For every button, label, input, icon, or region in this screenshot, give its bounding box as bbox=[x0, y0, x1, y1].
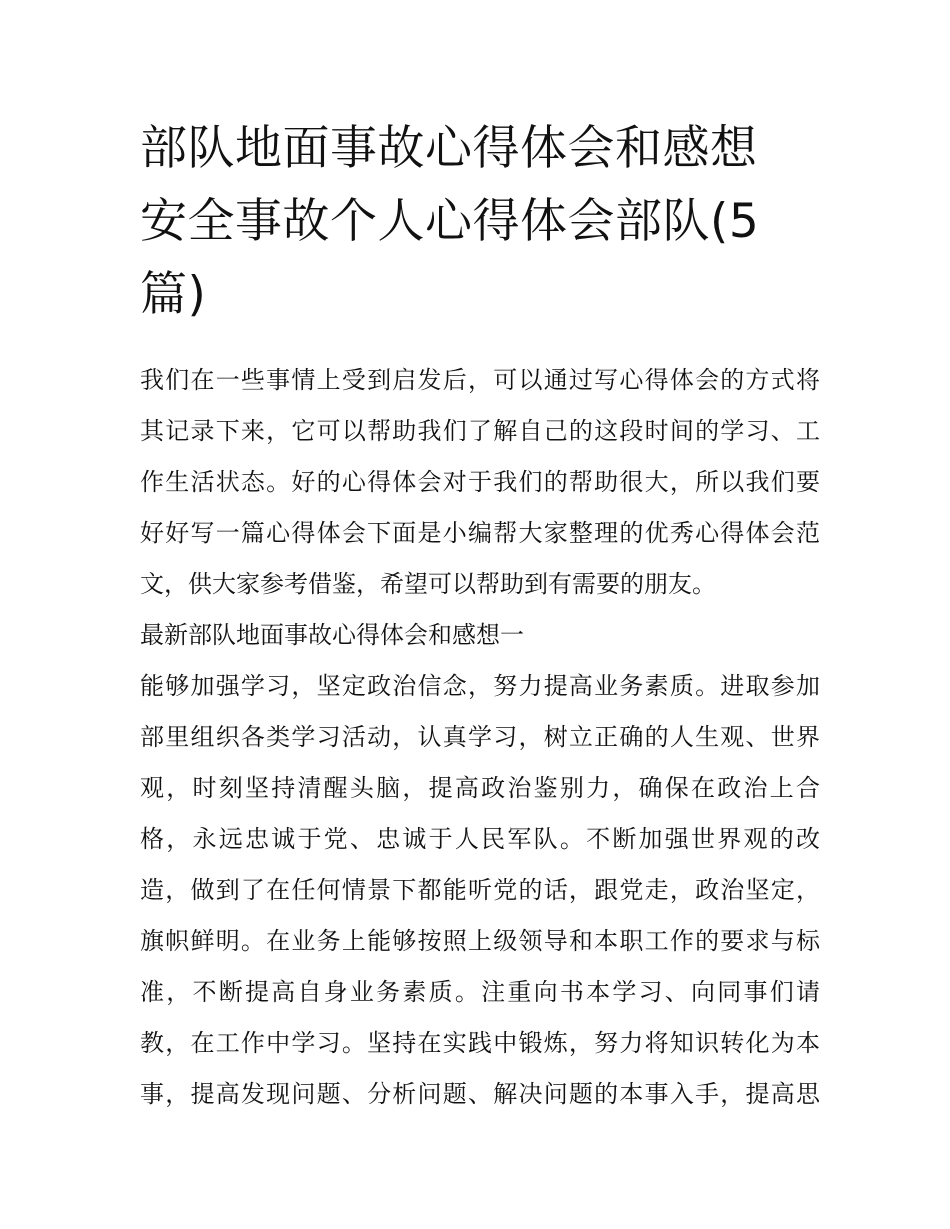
section-line: 旗帜鲜明。在业务上能够按照上级领导和本职工作的要求与标 bbox=[140, 927, 820, 955]
intro-line: 作生活状态。好的心得体会对于我们的帮助很大，所以我们要 bbox=[140, 468, 820, 496]
section-line: 事，提高发现问题、分析问题、解决问题的本事入手，提高思 bbox=[140, 1080, 820, 1108]
document-title bbox=[140, 112, 820, 331]
section-line: 教，在工作中学习。坚持在实践中锻炼，努力将知识转化为本 bbox=[140, 1029, 820, 1057]
intro-line: 文，供大家参考借鉴，希望可以帮助到有需要的朋友。 bbox=[140, 570, 716, 598]
section-line: 造，做到了在任何情景下都能听党的话，跟党走，政治坚定， bbox=[140, 876, 820, 904]
section-line: 准，不断提高自身业务素质。注重向书本学习、向同事们请 bbox=[140, 978, 820, 1006]
section-line: 部里组织各类学习活动，认真学习，树立正确的人生观、世界 bbox=[140, 723, 820, 751]
title-line-1: 部队地面事故心得体会和感想 bbox=[140, 121, 758, 176]
section-paragraph bbox=[140, 661, 820, 1120]
title-line-2: 安全事故个人心得体会部队(5 bbox=[140, 194, 760, 249]
document-body bbox=[140, 355, 820, 1120]
intro-line: 其记录下来，它可以帮助我们了解自己的这段时间的学习、工 bbox=[140, 417, 820, 445]
intro-line: 我们在一些事情上受到启发后，可以通过写心得体会的方式将 bbox=[140, 366, 820, 394]
intro-paragraph bbox=[140, 355, 820, 610]
title-line-3: 篇) bbox=[140, 267, 207, 322]
intro-line: 好好写一篇心得体会下面是小编帮大家整理的优秀心得体会范 bbox=[140, 519, 820, 547]
section-line: 能够加强学习，坚定政治信念，努力提高业务素质。进取参加 bbox=[140, 672, 820, 700]
section-line: 观，时刻坚持清醒头脑，提高政治鉴别力，确保在政治上合 bbox=[140, 774, 820, 802]
section-heading: 最新部队地面事故心得体会和感想一 bbox=[140, 621, 524, 649]
section-line: 格，永远忠诚于党、忠诚于人民军队。不断加强世界观的改 bbox=[140, 825, 820, 853]
